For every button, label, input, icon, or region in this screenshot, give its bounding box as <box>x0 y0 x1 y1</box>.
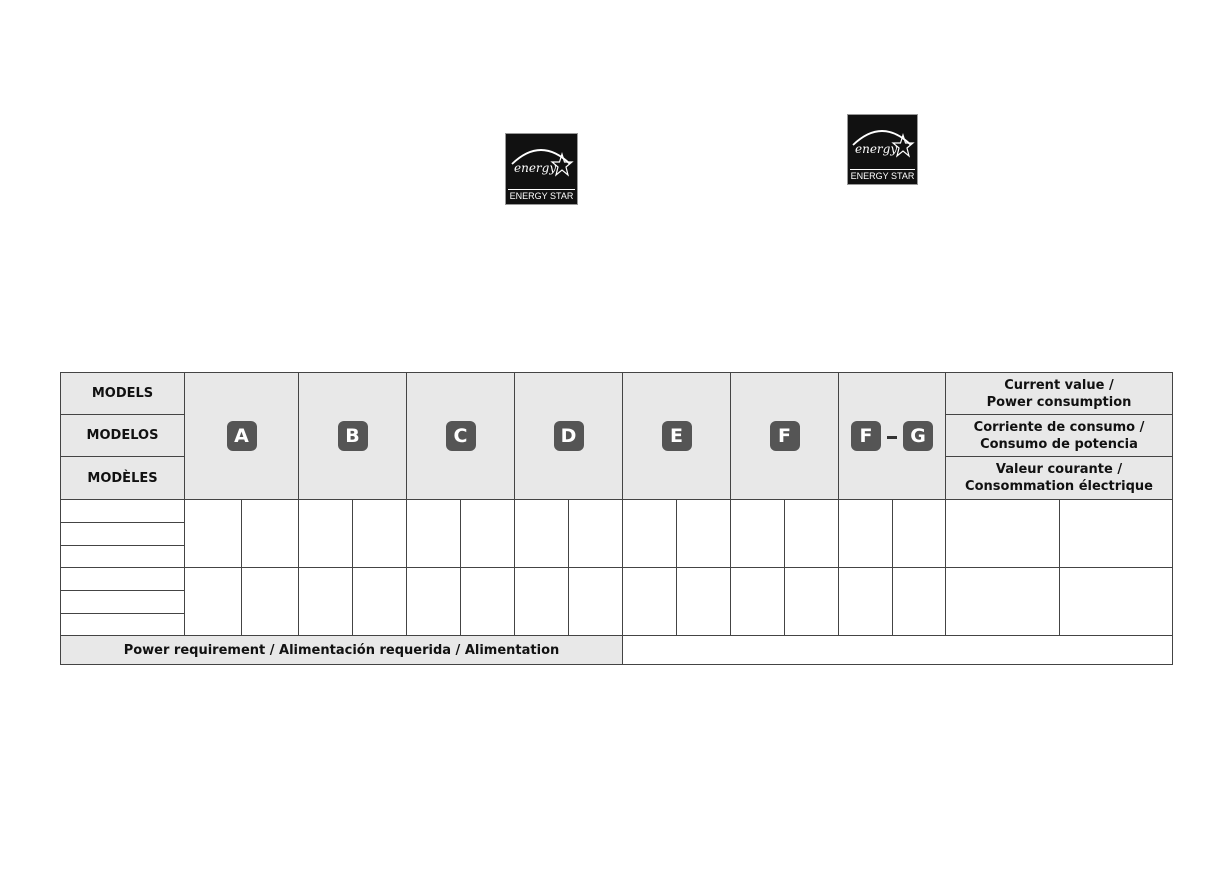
value-cell <box>461 500 515 568</box>
header-modeles: MODÈLES <box>61 457 185 500</box>
model-column-d <box>515 373 623 500</box>
value-cell <box>299 568 353 636</box>
badge-f: F <box>770 421 800 451</box>
value-cell <box>515 568 569 636</box>
energy-star-logo <box>505 133 578 205</box>
badge-b: B <box>338 421 368 451</box>
energy-star-label: ENERGY STAR <box>509 191 574 201</box>
value-cell <box>569 500 623 568</box>
value-cell <box>569 568 623 636</box>
model-name-cell <box>61 568 185 591</box>
specification-table <box>60 372 1173 665</box>
value-cell <box>839 568 893 636</box>
power-requirement-label: Power requirement / Alimentación requerida / Alimentation <box>61 636 623 665</box>
header-current-value-es: Corriente de consumo / Consumo de potencia <box>946 415 1173 457</box>
model-column-f <box>731 373 839 500</box>
current-value-cell <box>946 500 1060 568</box>
value-cell <box>893 568 946 636</box>
model-column-a <box>185 373 299 500</box>
model-name-cell <box>61 523 185 546</box>
value-cell <box>839 500 893 568</box>
value-cell <box>299 500 353 568</box>
badge-c: C <box>446 421 476 451</box>
header-modelos: MODELOS <box>61 415 185 457</box>
value-cell <box>731 500 785 568</box>
model-column-e <box>623 373 731 500</box>
range-dash <box>887 436 897 439</box>
power-requirement-value <box>623 636 1173 665</box>
badge-a: A <box>227 421 257 451</box>
value-cell <box>893 500 946 568</box>
energy-star-logo <box>847 114 918 185</box>
badge-range-from: F <box>851 421 881 451</box>
model-name-cell <box>61 500 185 523</box>
value-cell <box>242 500 299 568</box>
model-name-cell <box>61 591 185 614</box>
value-cell <box>242 568 299 636</box>
current-value-cell <box>946 568 1060 636</box>
value-cell <box>785 568 839 636</box>
header-current-value-fr: Valeur courante / Consommation électrique <box>946 457 1173 500</box>
badge-e: E <box>662 421 692 451</box>
svg-text:energy: energy <box>855 142 898 156</box>
model-name-cell <box>61 614 185 636</box>
current-value-cell <box>1060 568 1173 636</box>
model-column-b <box>299 373 407 500</box>
value-cell <box>407 500 461 568</box>
energy-star-label: ENERGY STAR <box>850 171 915 181</box>
value-cell <box>677 500 731 568</box>
header-current-value-en: Current value / Power consumption <box>946 373 1173 415</box>
value-cell <box>623 500 677 568</box>
value-cell <box>461 568 515 636</box>
value-cell <box>731 568 785 636</box>
badge-range-to: G <box>903 421 933 451</box>
value-cell <box>185 500 242 568</box>
value-cell <box>677 568 731 636</box>
current-value-cell <box>1060 500 1173 568</box>
value-cell <box>623 568 677 636</box>
model-name-cell <box>61 546 185 568</box>
value-cell <box>185 568 242 636</box>
value-cell <box>353 568 407 636</box>
value-cell <box>353 500 407 568</box>
model-column-f-g <box>839 373 946 500</box>
header-models: MODELS <box>61 373 185 415</box>
value-cell <box>785 500 839 568</box>
model-column-c <box>407 373 515 500</box>
value-cell <box>515 500 569 568</box>
badge-d: D <box>554 421 584 451</box>
svg-text:energy: energy <box>514 161 557 175</box>
value-cell <box>407 568 461 636</box>
